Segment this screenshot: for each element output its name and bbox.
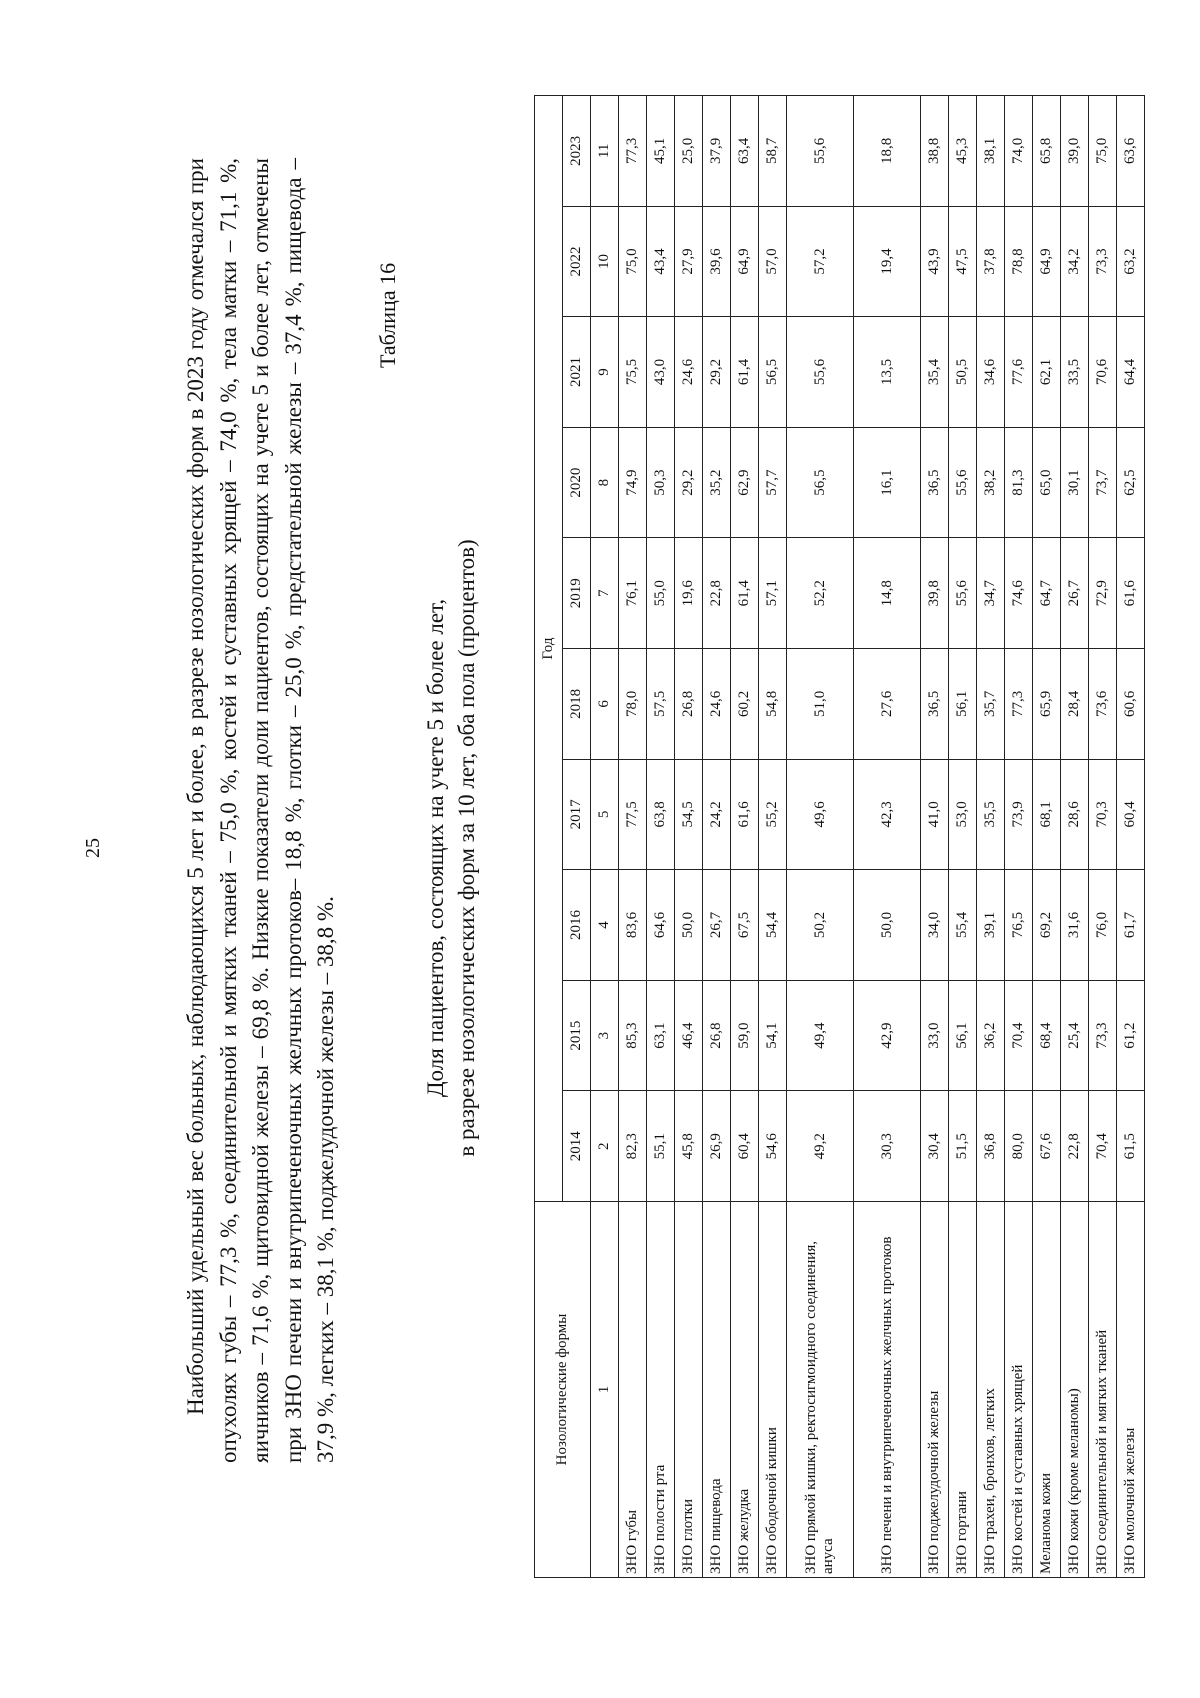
- row-nosological-form: ЗНО кожи (кроме меланомы): [1061, 1202, 1089, 1578]
- row-value: 30,3: [854, 1091, 921, 1202]
- header-year: 2020: [563, 427, 591, 538]
- table-row: [1033, 96, 1061, 1578]
- row-value: 24,6: [675, 317, 703, 428]
- header-column-number: 4: [591, 870, 619, 981]
- row-value: 64,7: [1033, 538, 1061, 649]
- row-value: 68,4: [1033, 980, 1061, 1091]
- row-value: 34,2: [1061, 206, 1089, 317]
- row-value: 51,0: [787, 649, 854, 760]
- row-value: 76,5: [1005, 870, 1033, 981]
- table-row: [787, 96, 854, 1578]
- row-value: 35,4: [921, 317, 949, 428]
- header-column-number: 3: [591, 980, 619, 1091]
- row-value: 45,3: [949, 96, 977, 207]
- row-value: 56,5: [759, 317, 787, 428]
- row-value: 28,4: [1061, 649, 1089, 760]
- row-value: 70,6: [1089, 317, 1117, 428]
- page-number: 25: [82, 838, 104, 858]
- table-row: [619, 96, 647, 1578]
- row-nosological-form: ЗНО полости рта: [647, 1202, 675, 1578]
- row-nosological-form: ЗНО печени и внутрипеченочных желчных протоков: [854, 1202, 921, 1578]
- header-column-number: 10: [591, 206, 619, 317]
- table-row: [731, 96, 759, 1578]
- table-row: [921, 96, 949, 1578]
- row-nosological-form: ЗНО губы: [619, 1202, 647, 1578]
- row-value: 64,9: [731, 206, 759, 317]
- row-value: 59,0: [731, 980, 759, 1091]
- row-value: 57,0: [759, 206, 787, 317]
- row-value: 46,4: [675, 980, 703, 1091]
- row-value: 18,8: [854, 96, 921, 207]
- row-value: 35,5: [977, 759, 1005, 870]
- row-value: 70,3: [1089, 759, 1117, 870]
- row-value: 73,7: [1089, 427, 1117, 538]
- row-value: 24,6: [703, 649, 731, 760]
- row-value: 64,4: [1117, 317, 1145, 428]
- row-value: 63,6: [1117, 96, 1145, 207]
- row-value: 22,8: [1061, 1091, 1089, 1202]
- row-value: 55,6: [787, 96, 854, 207]
- row-value: 56,1: [949, 980, 977, 1091]
- row-value: 55,1: [647, 1091, 675, 1202]
- row-value: 75,0: [1089, 96, 1117, 207]
- row-value: 36,8: [977, 1091, 1005, 1202]
- row-value: 26,8: [703, 980, 731, 1091]
- table-row: [1005, 96, 1033, 1578]
- row-value: 30,1: [1061, 427, 1089, 538]
- row-value: 60,4: [731, 1091, 759, 1202]
- data-table: [534, 95, 1145, 1578]
- row-value: 73,3: [1089, 980, 1117, 1091]
- row-value: 55,4: [949, 870, 977, 981]
- row-value: 74,0: [1005, 96, 1033, 207]
- table-row: [977, 96, 1005, 1578]
- row-value: 24,2: [703, 759, 731, 870]
- header-year: 2022: [563, 206, 591, 317]
- row-value: 26,8: [675, 649, 703, 760]
- row-value: 29,2: [703, 317, 731, 428]
- row-value: 61,2: [1117, 980, 1145, 1091]
- row-value: 43,9: [921, 206, 949, 317]
- body-paragraph: Наибольший удельный вес больных, наблюдающихся 5 лет и более, в разрезе нозологических форм в 2023 году отмечался при опухолях губы – 77,3 %, соединительной и мягких тканей – 75,0 %, костей и суставных хрящей – 74,0 %, тела матки – 71,1 %, яичников – 71,6 %, щитовидной железы – 69,8 %. Низкие показатели доли пациентов, состоящих на учете 5 и более лет, отмечены при ЗНО печени и внутрипеченочных желчных протоков– 18,8 %, глотки – 25,0 %, предстательной железы – 37,4 %, пищевода – 37,9 %, легких – 38,1 %, поджелудочной железы – 38,8 %.: [183, 158, 338, 1463]
- row-value: 39,0: [1061, 96, 1089, 207]
- row-value: 26,9: [703, 1091, 731, 1202]
- caption-line-2: в разрезе нозологических форм за 10 лет, оба пола (процентов): [454, 539, 479, 1157]
- row-value: 61,5: [1117, 1091, 1145, 1202]
- row-value: 73,9: [1005, 759, 1033, 870]
- row-value: 54,6: [759, 1091, 787, 1202]
- row-value: 62,9: [731, 427, 759, 538]
- row-value: 76,0: [1089, 870, 1117, 981]
- row-value: 82,3: [619, 1091, 647, 1202]
- table-caption: [420, 398, 482, 1298]
- header-column-number: 2: [591, 1091, 619, 1202]
- row-value: 54,1: [759, 980, 787, 1091]
- row-nosological-form: ЗНО глотки: [675, 1202, 703, 1578]
- row-nosological-form: Меланома кожи: [1033, 1202, 1061, 1578]
- row-value: 75,0: [619, 206, 647, 317]
- header-column-number: 5: [591, 759, 619, 870]
- row-value: 43,4: [647, 206, 675, 317]
- row-nosological-form: ЗНО поджелудочной железы: [921, 1202, 949, 1578]
- row-value: 77,5: [619, 759, 647, 870]
- row-value: 50,0: [854, 870, 921, 981]
- row-value: 39,1: [977, 870, 1005, 981]
- header-year-group: Год: [535, 96, 563, 1202]
- row-value: 53,0: [949, 759, 977, 870]
- row-value: 55,6: [949, 538, 977, 649]
- header-year: 2017: [563, 759, 591, 870]
- row-value: 69,2: [1033, 870, 1061, 981]
- row-value: 74,9: [619, 427, 647, 538]
- row-value: 61,4: [731, 538, 759, 649]
- row-value: 22,8: [703, 538, 731, 649]
- row-value: 83,6: [619, 870, 647, 981]
- row-value: 25,4: [1061, 980, 1089, 1091]
- row-value: 38,8: [921, 96, 949, 207]
- header-column-number: 9: [591, 317, 619, 428]
- row-value: 14,8: [854, 538, 921, 649]
- header-year: 2019: [563, 538, 591, 649]
- row-value: 73,6: [1089, 649, 1117, 760]
- row-value: 56,1: [949, 649, 977, 760]
- row-value: 35,2: [703, 427, 731, 538]
- row-value: 80,0: [1005, 1091, 1033, 1202]
- row-value: 57,2: [787, 206, 854, 317]
- row-value: 39,8: [921, 538, 949, 649]
- row-value: 72,9: [1089, 538, 1117, 649]
- row-value: 68,1: [1033, 759, 1061, 870]
- table-row: [647, 96, 675, 1578]
- row-value: 55,6: [787, 317, 854, 428]
- row-value: 60,2: [731, 649, 759, 760]
- row-value: 34,6: [977, 317, 1005, 428]
- header-year: 2021: [563, 317, 591, 428]
- row-value: 78,8: [1005, 206, 1033, 317]
- row-value: 65,8: [1033, 96, 1061, 207]
- row-value: 75,5: [619, 317, 647, 428]
- row-value: 62,5: [1117, 427, 1145, 538]
- row-nosological-form: ЗНО ободочной кишки: [759, 1202, 787, 1578]
- row-value: 62,1: [1033, 317, 1061, 428]
- row-nosological-form: ЗНО трахеи, бронхов, легких: [977, 1202, 1005, 1578]
- row-value: 34,7: [977, 538, 1005, 649]
- row-value: 49,4: [787, 980, 854, 1091]
- row-value: 50,3: [647, 427, 675, 538]
- row-value: 37,8: [977, 206, 1005, 317]
- row-value: 38,2: [977, 427, 1005, 538]
- row-value: 26,7: [1061, 538, 1089, 649]
- row-value: 36,5: [921, 649, 949, 760]
- row-value: 61,6: [1117, 538, 1145, 649]
- row-value: 61,4: [731, 317, 759, 428]
- row-value: 50,0: [675, 870, 703, 981]
- header-column-number: 6: [591, 649, 619, 760]
- row-value: 47,5: [949, 206, 977, 317]
- row-value: 27,6: [854, 649, 921, 760]
- row-value: 65,0: [1033, 427, 1061, 538]
- row-nosological-form: ЗНО гортани: [949, 1202, 977, 1578]
- table-row: [675, 96, 703, 1578]
- row-value: 33,5: [1061, 317, 1089, 428]
- table-row: [854, 96, 921, 1578]
- table-row: [759, 96, 787, 1578]
- header-year: 2014: [563, 1091, 591, 1202]
- row-value: 38,1: [977, 96, 1005, 207]
- header-column-number: 1: [591, 1202, 619, 1578]
- row-value: 39,6: [703, 206, 731, 317]
- header-year: 2023: [563, 96, 591, 207]
- row-value: 67,6: [1033, 1091, 1061, 1202]
- table-row: [949, 96, 977, 1578]
- row-value: 77,3: [619, 96, 647, 207]
- row-value: 64,6: [647, 870, 675, 981]
- header-year: 2015: [563, 980, 591, 1091]
- row-value: 64,9: [1033, 206, 1061, 317]
- row-value: 54,5: [675, 759, 703, 870]
- table-row: [1089, 96, 1117, 1578]
- row-value: 81,3: [1005, 427, 1033, 538]
- table-row: [1117, 96, 1145, 1578]
- row-value: 19,6: [675, 538, 703, 649]
- row-value: 41,0: [921, 759, 949, 870]
- row-value: 60,4: [1117, 759, 1145, 870]
- row-value: 60,6: [1117, 649, 1145, 760]
- row-value: 49,6: [787, 759, 854, 870]
- header-column-number: 11: [591, 96, 619, 207]
- row-value: 54,4: [759, 870, 787, 981]
- row-value: 58,7: [759, 96, 787, 207]
- header-column-number: 8: [591, 427, 619, 538]
- table-row: [1061, 96, 1089, 1578]
- row-value: 42,3: [854, 759, 921, 870]
- row-value: 37,9: [703, 96, 731, 207]
- row-value: 61,6: [731, 759, 759, 870]
- row-value: 25,0: [675, 96, 703, 207]
- row-value: 55,0: [647, 538, 675, 649]
- caption-line-1: Доля пациентов, состоящих на учете 5 и более лет,: [423, 598, 448, 1098]
- row-value: 28,6: [1061, 759, 1089, 870]
- row-value: 74,6: [1005, 538, 1033, 649]
- row-nosological-form: ЗНО пищевода: [703, 1202, 731, 1578]
- row-value: 45,1: [647, 96, 675, 207]
- row-value: 57,7: [759, 427, 787, 538]
- row-value: 56,5: [787, 427, 854, 538]
- row-nosological-form: ЗНО молочной железы: [1117, 1202, 1145, 1578]
- row-value: 42,9: [854, 980, 921, 1091]
- row-value: 43,0: [647, 317, 675, 428]
- row-value: 63,4: [731, 96, 759, 207]
- row-value: 63,8: [647, 759, 675, 870]
- row-value: 52,2: [787, 538, 854, 649]
- row-value: 65,9: [1033, 649, 1061, 760]
- table-row: [703, 96, 731, 1578]
- row-value: 31,6: [1061, 870, 1089, 981]
- row-nosological-form: ЗНО костей и суставных хрящей: [1005, 1202, 1033, 1578]
- row-value: 27,9: [675, 206, 703, 317]
- row-value: 63,2: [1117, 206, 1145, 317]
- row-value: 73,3: [1089, 206, 1117, 317]
- row-value: 77,6: [1005, 317, 1033, 428]
- row-value: 77,3: [1005, 649, 1033, 760]
- row-nosological-form: ЗНО желудка: [731, 1202, 759, 1578]
- row-value: 76,1: [619, 538, 647, 649]
- header-column-number: 7: [591, 538, 619, 649]
- row-value: 55,6: [949, 427, 977, 538]
- row-value: 13,5: [854, 317, 921, 428]
- row-value: 63,1: [647, 980, 675, 1091]
- row-value: 30,4: [921, 1091, 949, 1202]
- row-value: 50,2: [787, 870, 854, 981]
- row-nosological-form: ЗНО прямой кишки, ректосигмоидного соединения, ануса: [787, 1202, 854, 1578]
- row-value: 19,4: [854, 206, 921, 317]
- header-column-numbers-row: [591, 96, 619, 1578]
- header-nosological-forms: Нозологические формы: [535, 1202, 591, 1578]
- row-value: 70,4: [1005, 980, 1033, 1091]
- row-value: 55,2: [759, 759, 787, 870]
- row-value: 54,8: [759, 649, 787, 760]
- row-value: 36,5: [921, 427, 949, 538]
- row-value: 49,2: [787, 1091, 854, 1202]
- row-value: 61,7: [1117, 870, 1145, 981]
- row-value: 45,8: [675, 1091, 703, 1202]
- header-year: 2016: [563, 870, 591, 981]
- row-value: 70,4: [1089, 1091, 1117, 1202]
- row-value: 34,0: [921, 870, 949, 981]
- table-number: Таблица 16: [375, 262, 400, 368]
- row-value: 26,7: [703, 870, 731, 981]
- row-value: 16,1: [854, 427, 921, 538]
- row-value: 57,5: [647, 649, 675, 760]
- row-value: 33,0: [921, 980, 949, 1091]
- row-value: 35,7: [977, 649, 1005, 760]
- row-nosological-form: ЗНО соединительной и мягких тканей: [1089, 1202, 1117, 1578]
- row-value: 57,1: [759, 538, 787, 649]
- row-value: 51,5: [949, 1091, 977, 1202]
- row-value: 85,3: [619, 980, 647, 1091]
- row-value: 78,0: [619, 649, 647, 760]
- header-year: 2018: [563, 649, 591, 760]
- table-body: [619, 96, 1145, 1578]
- row-value: 50,5: [949, 317, 977, 428]
- row-value: 36,2: [977, 980, 1005, 1091]
- row-value: 29,2: [675, 427, 703, 538]
- row-value: 67,5: [731, 870, 759, 981]
